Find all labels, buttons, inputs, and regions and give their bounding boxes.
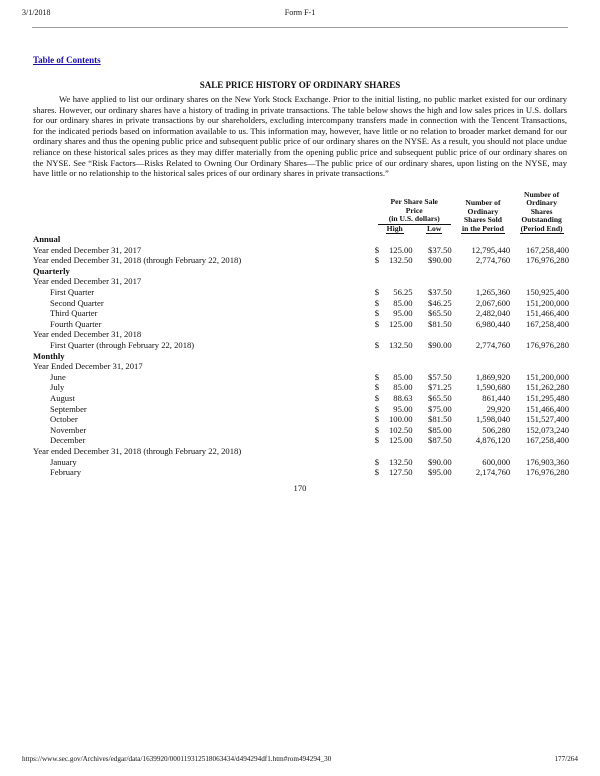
cell-low xyxy=(415,266,454,277)
intro-paragraph: We have applied to list our ordinary shares on the New York Stock Exchange. Prior to the initial listing, no public market existed for our ordinary shares. However, our ordinary shares have a history of trading in private transactions. The table below shows the high and low sales prices in U.S. dollars for our ordinary shares in private transactions by our shareholders, excluding intercompany transfers made in connection with the Tencent Transactions, for the indicated periods based on information available to us. This information may, however, have little or no relation to broader market demand for our ordinary shares and thus the opening public price and subsequent public price of our ordinary shares on the NYSE. As a result, you should not place undue reliance on these historical sales prices as they may differ materially from the opening public price and subsequent public price of our ordinary shares on the NYSE. See “Risk Factors—Risks Related to Owning Our Ordinary Shares—The public price of our ordinary shares, upon listing on the NYSE, may have little or no relationship to the historical sales prices of our ordinary shares in private transactions.” xyxy=(33,94,567,179)
cell-high xyxy=(375,287,415,298)
cell-high xyxy=(375,404,415,415)
row-label: October xyxy=(50,414,78,425)
high-value: 125.00 xyxy=(388,244,413,255)
currency-symbol: $ xyxy=(374,287,380,297)
cell-shares-sold: 6,980,440 xyxy=(475,318,511,329)
table-row xyxy=(33,287,571,298)
table-row xyxy=(33,319,571,330)
header-low-label: Low xyxy=(426,223,442,233)
cell-high xyxy=(375,446,415,457)
cell-low: $85.00 xyxy=(428,424,452,435)
header-sold-line3: Shares Sold xyxy=(463,215,502,225)
cell-shares-outstanding: 167,258,400 xyxy=(526,435,569,446)
currency-symbol: $ xyxy=(374,297,380,308)
cell-shares-sold xyxy=(454,446,513,457)
cell-shares-sold: 2,067,600 xyxy=(475,297,511,308)
table-subgroup-row xyxy=(33,361,571,372)
row-label: Year ended December 31, 2017 xyxy=(33,276,142,287)
row-label: June xyxy=(50,371,66,382)
print-date: 3/1/2018 xyxy=(22,8,51,17)
row-label: February xyxy=(50,467,82,478)
cell-shares-sold: 12,795,440 xyxy=(471,244,511,255)
cell-high xyxy=(375,382,415,393)
table-row xyxy=(33,372,571,383)
cell-shares-sold xyxy=(454,234,513,245)
currency-symbol: $ xyxy=(374,339,380,350)
high-value: 125.00 xyxy=(388,435,413,446)
header-shares-outstanding xyxy=(512,191,571,225)
header-price-line3: (in U.S. dollars) xyxy=(378,215,451,224)
cell-shares-sold: 1,590,680 xyxy=(475,382,511,393)
cell-shares-outstanding: 176,903,360 xyxy=(526,456,569,467)
header-shares-sold xyxy=(454,191,513,225)
header-sold-line1: Number of xyxy=(465,198,501,208)
cell-high xyxy=(375,308,415,319)
currency-symbol: $ xyxy=(374,244,380,255)
cell-shares-outstanding: 151,200,000 xyxy=(526,371,569,382)
row-label: Second Quarter xyxy=(50,297,104,308)
cell-shares-sold: 506,280 xyxy=(482,424,511,435)
high-value: 85.00 xyxy=(393,297,413,308)
cell-low: $90.00 xyxy=(428,255,452,266)
high-value: 85.00 xyxy=(393,382,413,393)
cell-shares-outstanding: 176,976,280 xyxy=(526,339,569,350)
cell-shares-outstanding xyxy=(512,234,571,245)
cell-shares-outstanding: 150,925,400 xyxy=(526,287,569,297)
cell-high xyxy=(375,457,415,468)
cell-shares-outstanding xyxy=(512,361,571,372)
header-price-line1: Per Share Sale xyxy=(390,197,438,207)
currency-symbol: $ xyxy=(374,318,380,329)
high-value: 95.00 xyxy=(393,308,413,319)
table-row xyxy=(33,308,571,319)
cell-high xyxy=(375,319,415,330)
header-out-line3: Shares xyxy=(530,206,553,216)
cell-low: $75.00 xyxy=(428,403,452,414)
cell-shares-sold: 4,876,120 xyxy=(475,435,511,446)
subheader-spacer xyxy=(33,225,375,234)
cell-shares-outstanding xyxy=(512,329,571,340)
cell-low: $65.50 xyxy=(428,392,452,403)
row-label: Annual xyxy=(33,234,61,245)
cell-low: $90.00 xyxy=(428,456,452,467)
cell-shares-outstanding: 151,466,400 xyxy=(526,308,569,319)
cell-low: $71.25 xyxy=(428,382,452,393)
cell-low xyxy=(415,446,454,457)
cell-shares-sold: 1,265,360 xyxy=(475,287,511,297)
row-label: Year ended December 31, 2018 xyxy=(33,329,142,340)
table-body xyxy=(33,234,571,478)
row-label: December xyxy=(50,435,86,446)
cell-shares-sold: 29,920 xyxy=(486,403,511,414)
table-row xyxy=(33,340,571,351)
header-price-line2: Price xyxy=(405,205,423,215)
cell-low: $87.50 xyxy=(428,435,452,446)
cell-low: $65.50 xyxy=(428,308,452,319)
cell-high xyxy=(375,255,415,266)
row-label: August xyxy=(50,392,75,403)
table-row xyxy=(33,245,571,256)
cell-shares-outstanding: 152,073,240 xyxy=(526,424,569,435)
table-header-row xyxy=(33,191,571,225)
currency-symbol: $ xyxy=(374,371,380,382)
row-label: November xyxy=(50,424,87,435)
table-row xyxy=(33,393,571,404)
cell-shares-sold: 2,774,760 xyxy=(475,339,511,350)
cell-high xyxy=(375,329,415,340)
cell-high xyxy=(375,245,415,256)
cell-low xyxy=(415,329,454,340)
cell-shares-outstanding xyxy=(512,446,571,457)
cell-high xyxy=(375,435,415,446)
table-subgroup-row xyxy=(33,446,571,457)
row-label: Year ended December 31, 2018 (through February 22, 2018) xyxy=(33,255,242,266)
cell-high xyxy=(375,425,415,436)
table-row xyxy=(33,435,571,446)
high-value: 95.00 xyxy=(393,403,413,414)
table-subgroup-row xyxy=(33,276,571,287)
table-row xyxy=(33,404,571,415)
header-sold-bottom xyxy=(454,225,513,234)
table-group-row xyxy=(33,266,571,277)
cell-shares-outstanding: 151,200,000 xyxy=(526,297,569,308)
cell-low: $46.25 xyxy=(428,297,452,308)
cell-shares-sold: 1,598,040 xyxy=(475,414,511,425)
table-row xyxy=(33,298,571,309)
cell-low xyxy=(415,234,454,245)
cell-low xyxy=(415,276,454,287)
table-subheader-row xyxy=(33,225,571,234)
row-label: Quarterly xyxy=(33,265,70,276)
cell-high xyxy=(375,351,415,362)
cell-shares-outstanding: 167,258,400 xyxy=(526,318,569,329)
cell-shares-sold: 2,774,760 xyxy=(475,255,511,266)
header-price-group xyxy=(375,191,454,225)
row-label: Year Ended December 31, 2017 xyxy=(33,361,143,372)
header-sold-line2: Ordinary xyxy=(467,206,499,216)
table-of-contents-link[interactable]: Table of Contents xyxy=(33,55,101,65)
cell-low: $81.50 xyxy=(428,318,452,329)
row-label: Year ended December 31, 2017 xyxy=(33,244,142,255)
cell-shares-outstanding xyxy=(512,266,571,277)
cell-shares-outstanding xyxy=(512,351,571,362)
high-value: 127.50 xyxy=(388,467,413,478)
sale-price-table xyxy=(33,191,571,478)
table-row xyxy=(33,255,571,266)
header-low xyxy=(415,225,454,234)
table-row xyxy=(33,425,571,436)
high-value: 88.63 xyxy=(393,392,413,403)
cell-high xyxy=(375,234,415,245)
currency-symbol: $ xyxy=(374,255,380,266)
high-value: 132.50 xyxy=(388,339,413,350)
table-group-row xyxy=(33,351,571,362)
currency-symbol: $ xyxy=(374,403,380,414)
cell-shares-outstanding: 151,466,400 xyxy=(526,403,569,414)
cell-low: $37.50 xyxy=(428,287,452,297)
currency-symbol: $ xyxy=(374,424,380,435)
cell-high xyxy=(375,266,415,277)
cell-shares-outstanding: 176,976,280 xyxy=(526,467,569,478)
cell-shares-sold xyxy=(454,361,513,372)
header-out-line4: Outstanding xyxy=(521,215,562,225)
section-title: SALE PRICE HISTORY OF ORDINARY SHARES xyxy=(199,80,401,90)
cell-shares-sold: 600,000 xyxy=(482,456,511,467)
currency-symbol: $ xyxy=(374,414,380,425)
row-label: First Quarter xyxy=(50,287,95,297)
header-out-bottom xyxy=(512,225,571,234)
high-value: 132.50 xyxy=(388,456,413,467)
cell-high xyxy=(375,467,415,478)
row-label: September xyxy=(50,403,87,414)
cell-high xyxy=(375,414,415,425)
header-out-line5: (Period End) xyxy=(520,223,563,233)
cell-shares-outstanding: 176,976,280 xyxy=(526,255,569,266)
cell-shares-sold: 2,174,760 xyxy=(475,467,511,478)
cell-shares-outstanding xyxy=(512,276,571,287)
cell-low: $57.50 xyxy=(428,371,452,382)
table-row xyxy=(33,467,571,478)
cell-shares-outstanding: 151,527,400 xyxy=(526,414,569,425)
currency-symbol: $ xyxy=(374,435,380,446)
cell-shares-sold xyxy=(454,329,513,340)
cell-low xyxy=(415,361,454,372)
header-label-spacer xyxy=(33,191,375,225)
cell-high xyxy=(375,298,415,309)
cell-low: $90.00 xyxy=(428,339,452,350)
row-label: Monthly xyxy=(33,350,65,361)
footer-url: https://www.sec.gov/Archives/edgar/data/1639920/000119312518063434/d494294df1.htm#rom494294_30 xyxy=(22,755,332,763)
cell-high xyxy=(375,340,415,351)
currency-symbol: $ xyxy=(374,392,380,403)
cell-shares-sold xyxy=(454,266,513,277)
high-value: 132.50 xyxy=(388,255,413,266)
header-out-line1: Number of xyxy=(524,190,560,199)
cell-shares-outstanding: 151,295,480 xyxy=(526,392,569,403)
cell-high xyxy=(375,361,415,372)
header-out-line2: Ordinary xyxy=(526,198,557,208)
cell-low xyxy=(415,351,454,362)
table-row xyxy=(33,382,571,393)
cell-high xyxy=(375,276,415,287)
header-sold-line4: in the Period xyxy=(462,223,504,233)
header-divider xyxy=(32,27,568,28)
cell-shares-outstanding: 151,262,280 xyxy=(526,382,569,393)
table-row xyxy=(33,457,571,468)
row-label: January xyxy=(50,456,77,467)
currency-symbol: $ xyxy=(374,308,380,319)
high-value: 85.00 xyxy=(393,371,413,382)
currency-symbol: $ xyxy=(374,467,380,478)
cell-low: $37.50 xyxy=(428,244,452,255)
table-group-row xyxy=(33,234,571,245)
cell-high xyxy=(375,372,415,383)
cell-shares-sold: 861,440 xyxy=(482,392,511,403)
cell-high xyxy=(375,393,415,404)
currency-symbol: $ xyxy=(374,382,380,393)
row-label: Third Quarter xyxy=(50,308,98,319)
high-value: 102.50 xyxy=(388,424,413,435)
cell-shares-sold: 2,482,040 xyxy=(475,308,511,319)
cell-shares-sold xyxy=(454,276,513,287)
footer-page-count: 177/264 xyxy=(554,755,578,763)
header-high xyxy=(375,225,415,234)
cell-shares-outstanding: 167,258,400 xyxy=(526,244,569,255)
cell-low: $81.50 xyxy=(428,414,452,425)
cell-low: $95.00 xyxy=(428,467,452,478)
row-label: July xyxy=(50,382,65,393)
row-label: Fourth Quarter xyxy=(50,318,102,329)
row-label: First Quarter (through February 22, 2018) xyxy=(50,339,195,350)
document-title: Form F-1 xyxy=(284,8,316,17)
high-value: 56.25 xyxy=(393,287,413,297)
table-row xyxy=(33,414,571,425)
table-subgroup-row xyxy=(33,329,571,340)
header-high-label: High xyxy=(386,223,403,233)
currency-symbol: $ xyxy=(374,456,380,467)
cell-shares-sold xyxy=(454,351,513,362)
high-value: 125.00 xyxy=(388,318,413,329)
row-label: Year ended December 31, 2018 (through February 22, 2018) xyxy=(33,445,242,456)
high-value: 100.00 xyxy=(388,414,413,425)
page-number: 170 xyxy=(293,483,307,493)
cell-shares-sold: 1,869,920 xyxy=(475,371,511,382)
